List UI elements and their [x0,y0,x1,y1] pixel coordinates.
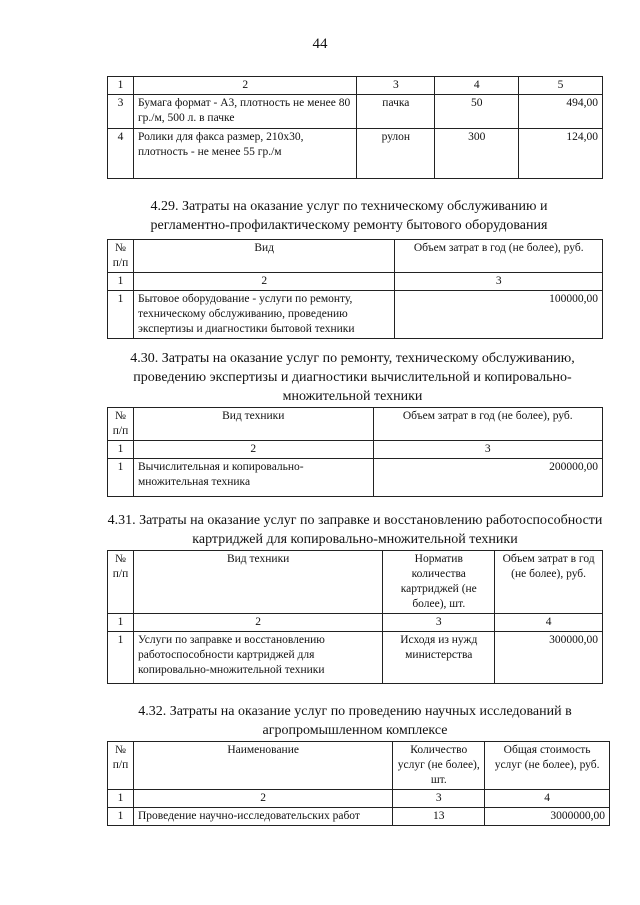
col-num: 5 [519,77,603,95]
item-qty: 50 [435,94,519,128]
header-cell: Норматив количества картриджей (не более), шт. [383,551,495,614]
computer-equipment-table [107,407,603,497]
col-num: 2 [133,272,394,290]
table-header-row [108,77,603,95]
col-num: 3 [393,789,485,807]
row-index: 1 [108,807,134,825]
col-num: 4 [495,613,603,631]
row-index: 1 [108,631,134,683]
column-number-row [108,272,603,290]
table-row [108,631,603,683]
header-cell: Количество услуг (не более), шт. [393,742,485,790]
item-unit: пачка [357,94,435,128]
section-title-4-32: 4.32. Затраты на оказание услуг по проведению научных исследований в агропромышленном комплексе [138,704,572,738]
col-num: 4 [435,77,519,95]
col-num: 4 [485,789,610,807]
table-row [108,290,603,338]
col-num: 1 [108,77,134,95]
table-header-row [108,742,610,790]
col-num: 3 [357,77,435,95]
item-qty: 300 [435,128,519,178]
service-name: Услуги по заправке и восстановлению работоспособности картриджей для копировально-множительной техники [133,631,382,683]
section-title-4-29: 4.29. Затраты на оказание услуг по техническому обслуживанию и регламентно-профилактическому ремонту бытового оборудования [150,199,548,233]
cost-value: 100000,00 [395,290,603,338]
section-title-4-30: 4.30. Затраты на оказание услуг по ремонту, техническому обслуживанию, проведению экспертизы и диагностики вычислительной и копировально-множительной техники [130,351,575,404]
col-num: 1 [108,789,134,807]
col-num: 3 [383,613,495,631]
service-name: Проведение научно-исследовательских работ [133,807,392,825]
header-cell: № п/п [108,551,134,614]
header-cell: Объем затрат в год (не более), руб. [395,240,603,273]
page-number: 44 [312,36,328,52]
header-cell: Вид [133,240,394,273]
header-cell: № п/п [108,742,134,790]
header-cell: Объем затрат в год (не более), руб. [373,408,603,441]
col-num: 1 [108,440,134,458]
header-cell: № п/п [108,408,134,441]
header-cell: Вид техники [133,551,382,614]
table-row [108,128,603,178]
column-number-row [108,789,610,807]
cartridge-service-table [107,550,603,684]
col-num: 1 [108,613,134,631]
col-num: 2 [133,77,356,95]
cost-value: 300000,00 [495,631,603,683]
header-cell: Вид техники [133,408,373,441]
item-name: Бумага формат - А3, плотность не менее 80 гр./м, 500 л. в пачке [133,94,356,128]
header-cell: Наименование [133,742,392,790]
household-equipment-table [107,239,603,339]
row-index: 4 [108,128,134,178]
cost-value: 3000000,00 [485,807,610,825]
col-num: 3 [373,440,603,458]
table-header-row [108,551,603,614]
item-unit: рулон [357,128,435,178]
table-row [108,94,603,128]
cartridge-norm: Исходя из нужд министерства [383,631,495,683]
col-num: 2 [133,440,373,458]
col-num: 2 [133,613,382,631]
table-row [108,458,603,496]
item-price: 494,00 [519,94,603,128]
table-header-row [108,240,603,273]
col-num: 1 [108,272,134,290]
service-name: Бытовое оборудование - услуги по ремонту, техническому обслуживанию, проведению экспертизы и диагностики бытовой техники [133,290,394,338]
supplies-table [107,76,603,179]
item-price: 124,00 [519,128,603,178]
cost-value: 200000,00 [373,458,603,496]
header-cell: Общая стоимость услуг (не более), руб. [485,742,610,790]
table-row [108,807,610,825]
column-number-row [108,613,603,631]
item-name: Ролики для факса размер, 210х30, плотность - не менее 55 гр./м [133,128,356,178]
col-num: 3 [395,272,603,290]
row-index: 3 [108,94,134,128]
col-num: 2 [133,789,392,807]
header-cell: Объем затрат в год (не более), руб. [495,551,603,614]
header-cell: № п/п [108,240,134,273]
research-services-table [107,741,610,826]
table-header-row [108,408,603,441]
equipment-name: Вычислительная и копировально-множительная техника [133,458,373,496]
column-number-row [108,440,603,458]
service-count: 13 [393,807,485,825]
row-index: 1 [108,458,134,496]
row-index: 1 [108,290,134,338]
section-title-4-31: 4.31. Затраты на оказание услуг по заправке и восстановлению работоспособности картриджей для копировально-множительной техники [107,513,603,547]
